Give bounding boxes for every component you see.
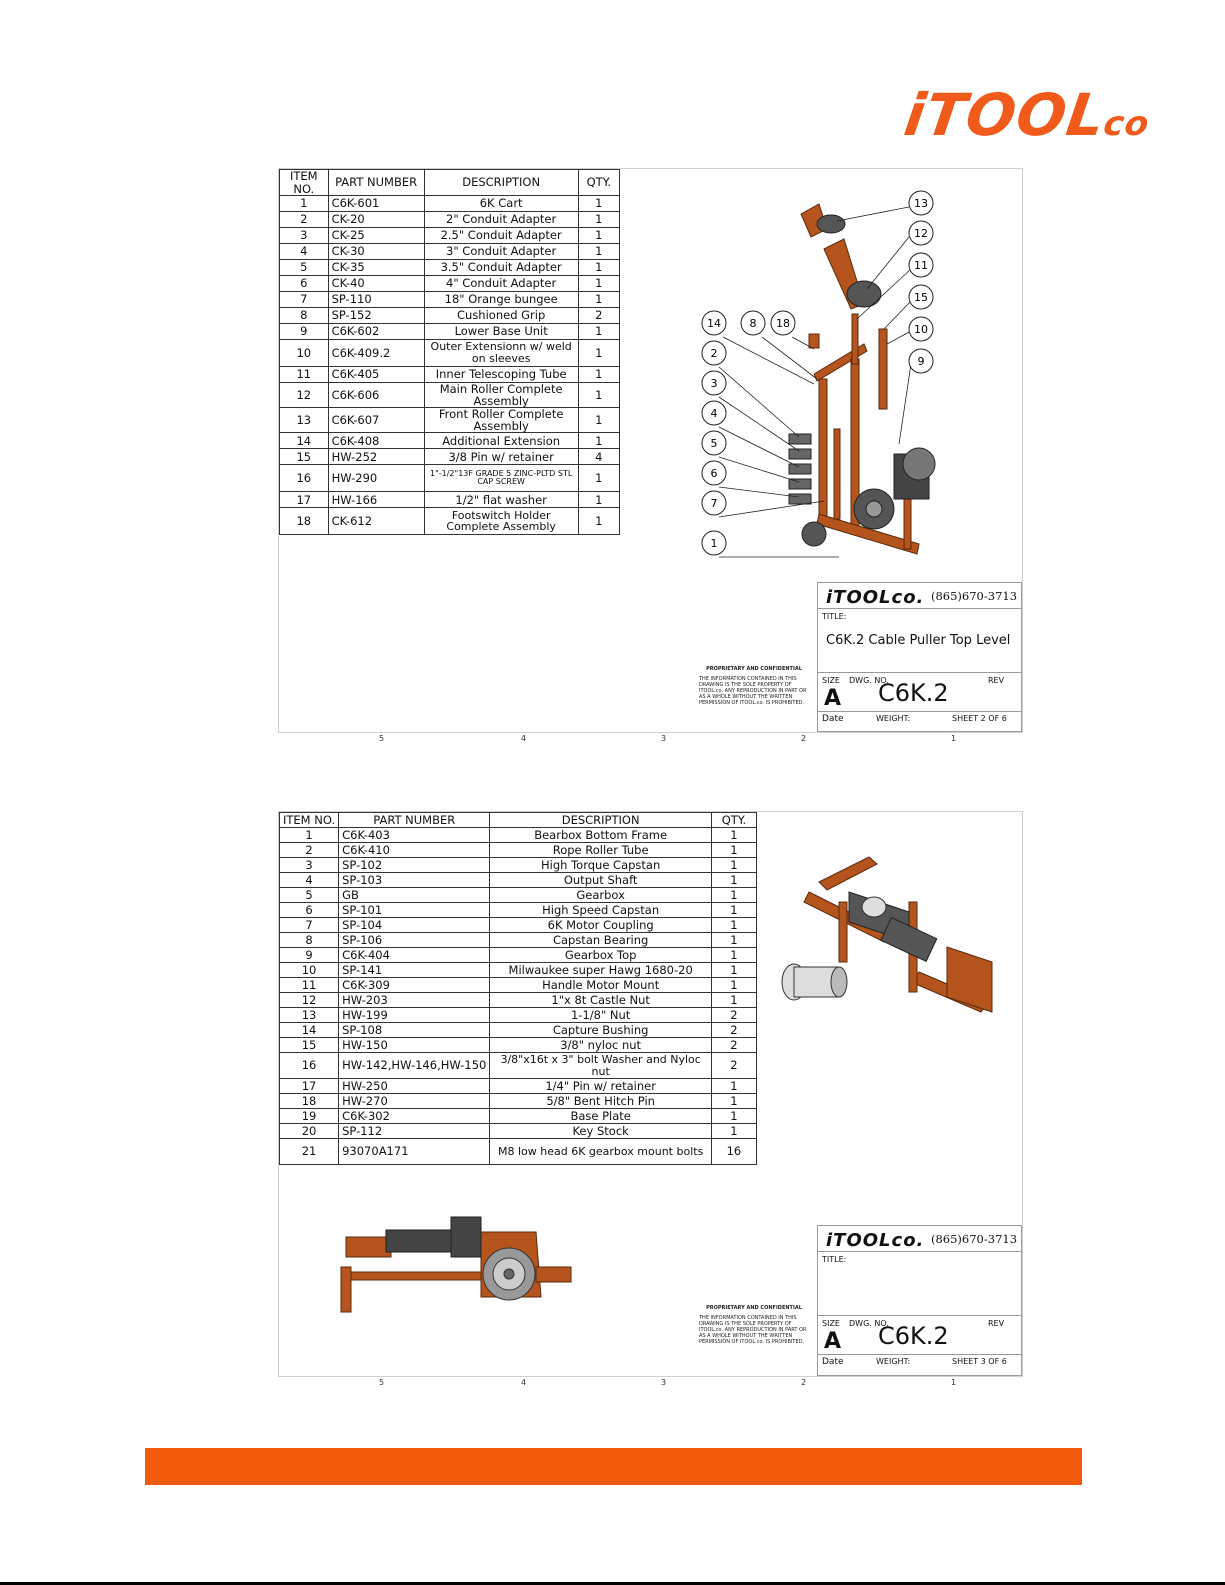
cell-qty: 1 <box>578 433 619 449</box>
table-row <box>280 244 620 260</box>
cell-part-number: CK-20 <box>328 212 424 228</box>
table-row <box>280 978 757 993</box>
cell-part-number: CK-612 <box>328 508 424 535</box>
dwg-no-label: DWG. NO. <box>849 1319 889 1328</box>
callout-number: 5 <box>710 437 718 450</box>
proprietary-body: THE INFORMATION CONTAINED IN THIS DRAWING IS THE SOLE PROPERTY OF ITOOL.co. ANY REPRODUCTION IN PART OR AS A WHOLE WITHOUT THE WRITTEN PERMISSION OF ITOOL.co. IS PROHIBITED. <box>699 1315 807 1345</box>
cell-qty: 1 <box>578 324 619 340</box>
callout-number: 15 <box>914 291 928 304</box>
cell-item-no: 8 <box>280 933 339 948</box>
zone-3: 3 <box>661 1378 667 1387</box>
table-row <box>280 933 757 948</box>
cell-qty: 1 <box>578 228 619 244</box>
cell-item-no: 2 <box>280 212 329 228</box>
callout-balloon <box>702 371 726 395</box>
cell-description: Main Roller Complete Assembly <box>424 383 578 408</box>
callout-number: 1 <box>710 537 718 550</box>
cell-description: 1/2" flat washer <box>424 492 578 508</box>
cell-qty: 1 <box>711 843 756 858</box>
cell-item-no: 8 <box>280 308 329 324</box>
cell-item-no: 18 <box>280 1094 339 1109</box>
callout-number: 9 <box>917 355 925 368</box>
cell-item-no: 18 <box>280 508 329 535</box>
cell-part-number: C6K-404 <box>339 948 490 963</box>
table-row <box>280 383 620 408</box>
cell-item-no: 2 <box>280 843 339 858</box>
cell-part-number: C6K-601 <box>328 196 424 212</box>
cell-description: Key Stock <box>490 1124 711 1139</box>
table-row <box>280 433 620 449</box>
cell-qty: 1 <box>578 383 619 408</box>
cell-item-no: 15 <box>280 449 329 465</box>
cell-part-number: CK-30 <box>328 244 424 260</box>
cell-part-number: C6K-405 <box>328 367 424 383</box>
callout-balloon <box>741 311 765 335</box>
cell-qty: 2 <box>711 1038 756 1053</box>
cell-part-number: SP-104 <box>339 918 490 933</box>
cell-qty: 1 <box>578 276 619 292</box>
callout-number: 7 <box>710 497 718 510</box>
cell-item-no: 16 <box>280 465 329 492</box>
title-block-logo: iTOOLco. <box>826 1230 925 1251</box>
table-row <box>280 948 757 963</box>
cell-item-no: 14 <box>280 1023 339 1038</box>
cell-item-no: 11 <box>280 978 339 993</box>
cell-part-number: GB <box>339 888 490 903</box>
callout-balloon <box>702 531 726 555</box>
table-row <box>280 276 620 292</box>
cell-qty: 1 <box>711 948 756 963</box>
table-row <box>280 1109 757 1124</box>
cell-description: Output Shaft <box>490 873 711 888</box>
cell-part-number: C6K-408 <box>328 433 424 449</box>
zone-5: 5 <box>379 734 385 743</box>
callout-number: 4 <box>710 407 718 420</box>
cell-qty: 1 <box>711 1079 756 1094</box>
cell-qty: 1 <box>711 978 756 993</box>
cell-description: 6K Motor Coupling <box>490 918 711 933</box>
cell-item-no: 4 <box>280 244 329 260</box>
cell-item-no: 21 <box>280 1139 339 1165</box>
proprietary-notice <box>699 1305 809 1345</box>
cell-description: 3.5" Conduit Adapter <box>424 260 578 276</box>
cell-description: 3" Conduit Adapter <box>424 244 578 260</box>
callout-number: 6 <box>710 467 718 480</box>
cell-description: 1/4" Pin w/ retainer <box>490 1079 711 1094</box>
table-row <box>280 492 620 508</box>
cell-item-no: 3 <box>280 228 329 244</box>
cell-part-number: C6K-606 <box>328 383 424 408</box>
cell-description: Lower Base Unit <box>424 324 578 340</box>
cell-description: Additional Extension <box>424 433 578 449</box>
table-row <box>280 1053 757 1079</box>
header-part-number: PART NUMBER <box>339 813 490 828</box>
cell-part-number: SP-108 <box>339 1023 490 1038</box>
zone-4: 4 <box>521 734 527 743</box>
table-row <box>280 1023 757 1038</box>
header-qty: QTY. <box>711 813 756 828</box>
bill-of-materials-table <box>279 812 757 1165</box>
date-label: Date <box>822 1357 844 1367</box>
header-item-no: ITEM NO. <box>280 813 339 828</box>
cell-description: 2.5" Conduit Adapter <box>424 228 578 244</box>
cell-description: Milwaukee super Hawg 1680-20 <box>490 963 711 978</box>
cell-description: Cushioned Grip <box>424 308 578 324</box>
table-row <box>280 324 620 340</box>
cell-item-no: 1 <box>280 196 329 212</box>
dwg-no-label: DWG. NO. <box>849 676 889 685</box>
cell-qty: 2 <box>711 1053 756 1079</box>
table-row <box>280 903 757 918</box>
callout-balloon <box>909 285 933 309</box>
table-row <box>280 963 757 978</box>
cell-description: 4" Conduit Adapter <box>424 276 578 292</box>
proprietary-notice <box>699 666 809 706</box>
title-block <box>817 1225 1022 1376</box>
table-row <box>280 993 757 1008</box>
cell-qty: 1 <box>711 903 756 918</box>
cell-description: Inner Telescoping Tube <box>424 367 578 383</box>
cell-part-number: SP-110 <box>328 292 424 308</box>
cell-part-number: SP-106 <box>339 933 490 948</box>
cell-qty: 1 <box>578 367 619 383</box>
header-description: DESCRIPTION <box>490 813 711 828</box>
date-label: Date <box>822 714 844 724</box>
table-row <box>280 843 757 858</box>
cell-description: Gearbox Top <box>490 948 711 963</box>
cell-qty: 1 <box>711 933 756 948</box>
table-row <box>280 918 757 933</box>
cell-item-no: 4 <box>280 873 339 888</box>
cell-part-number: CK-25 <box>328 228 424 244</box>
zone-2: 2 <box>801 734 807 743</box>
cell-item-no: 12 <box>280 383 329 408</box>
cell-item-no: 5 <box>280 888 339 903</box>
cell-qty: 1 <box>711 828 756 843</box>
zone-3: 3 <box>661 734 667 743</box>
drawing-sheet-3 <box>278 811 1023 1377</box>
cell-description: Footswitch Holder Complete Assembly <box>424 508 578 535</box>
gearbox-side-view-drawing <box>331 1212 581 1322</box>
cell-qty: 1 <box>578 492 619 508</box>
cell-qty: 1 <box>578 408 619 433</box>
cell-item-no: 19 <box>280 1109 339 1124</box>
cell-qty: 1 <box>711 963 756 978</box>
cell-part-number: HW-290 <box>328 465 424 492</box>
cell-item-no: 7 <box>280 918 339 933</box>
conduit-adapters <box>789 434 811 504</box>
table-row <box>280 888 757 903</box>
zone-1: 1 <box>951 1378 957 1387</box>
bill-of-materials-table <box>279 169 620 535</box>
footer-accent-bar <box>145 1448 1082 1485</box>
table-row <box>280 292 620 308</box>
callout-number: 2 <box>710 347 718 360</box>
phone-number: (865)670-3713 <box>931 589 1018 603</box>
weight-label: WEIGHT: <box>876 714 911 723</box>
cell-description: 18" Orange bungee <box>424 292 578 308</box>
drawing-title: C6K.2 Cable Puller Top Level <box>826 633 1011 648</box>
cell-qty: 1 <box>711 993 756 1008</box>
cell-part-number: SP-102 <box>339 858 490 873</box>
rev-label: REV <box>988 676 1005 685</box>
size-value: A <box>824 1329 842 1354</box>
callout-balloon <box>909 191 933 215</box>
table-row <box>280 1079 757 1094</box>
cell-part-number: C6K-309 <box>339 978 490 993</box>
cell-item-no: 15 <box>280 1038 339 1053</box>
callout-number: 12 <box>914 227 928 240</box>
title-block-logo: iTOOLco. <box>826 587 925 608</box>
callout-balloon <box>909 349 933 373</box>
cell-part-number: 93070A171 <box>339 1139 490 1165</box>
callout-balloon <box>702 431 726 455</box>
cell-qty: 1 <box>578 212 619 228</box>
table-row <box>280 1124 757 1139</box>
cell-item-no: 7 <box>280 292 329 308</box>
cell-description: High Torque Capstan <box>490 858 711 873</box>
itool-logo <box>900 81 1169 149</box>
proprietary-heading: PROPRIETARY AND CONFIDENTIAL <box>706 666 802 672</box>
cell-description: Capture Bushing <box>490 1023 711 1038</box>
cell-item-no: 6 <box>280 903 339 918</box>
table-row <box>280 408 620 433</box>
cell-description: 1"-1/2"13F GRADE 5 ZINC-PLTD STL CAP SCREW <box>424 465 578 492</box>
cell-item-no: 5 <box>280 260 329 276</box>
table-row <box>280 1139 757 1165</box>
cell-qty: 16 <box>711 1139 756 1165</box>
table-row <box>280 1038 757 1053</box>
dwg-no-value: C6K.2 <box>878 679 949 707</box>
cell-part-number: HW-203 <box>339 993 490 1008</box>
cell-description: 5/8" Bent Hitch Pin <box>490 1094 711 1109</box>
table-row <box>280 449 620 465</box>
callout-number: 3 <box>710 377 718 390</box>
table-row <box>280 828 757 843</box>
title-block <box>817 582 1022 732</box>
cell-part-number: SP-101 <box>339 903 490 918</box>
cell-part-number: HW-270 <box>339 1094 490 1109</box>
cell-item-no: 6 <box>280 276 329 292</box>
header-qty: QTY. <box>578 170 619 196</box>
cell-item-no: 14 <box>280 433 329 449</box>
callout-number: 11 <box>914 259 928 272</box>
cell-description: Handle Motor Mount <box>490 978 711 993</box>
cell-qty: 1 <box>711 888 756 903</box>
table-row <box>280 1094 757 1109</box>
cell-qty: 1 <box>578 340 619 367</box>
callout-balloon <box>771 311 795 335</box>
cell-item-no: 12 <box>280 993 339 1008</box>
cell-description: Bearbox Bottom Frame <box>490 828 711 843</box>
table-row <box>280 367 620 383</box>
cell-item-no: 16 <box>280 1053 339 1079</box>
callout-balloon <box>909 317 933 341</box>
callout-balloon <box>702 461 726 485</box>
cell-part-number: HW-252 <box>328 449 424 465</box>
cell-qty: 1 <box>578 508 619 535</box>
callout-number: 8 <box>749 317 757 330</box>
zone-4: 4 <box>521 1378 527 1387</box>
cell-description: M8 low head 6K gearbox mount bolts <box>490 1139 711 1165</box>
callout-balloon <box>909 221 933 245</box>
cell-item-no: 13 <box>280 408 329 433</box>
cell-description: 6K Cart <box>424 196 578 212</box>
cell-qty: 4 <box>578 449 619 465</box>
cell-part-number: C6K-410 <box>339 843 490 858</box>
dwg-no-value: C6K.2 <box>878 1322 949 1350</box>
cell-item-no: 3 <box>280 858 339 873</box>
cell-part-number: HW-199 <box>339 1008 490 1023</box>
callout-balloon <box>702 401 726 425</box>
cell-qty: 1 <box>578 465 619 492</box>
cell-qty: 1 <box>711 918 756 933</box>
cell-part-number: C6K-302 <box>339 1109 490 1124</box>
cell-part-number: CK-40 <box>328 276 424 292</box>
cell-description: Capstan Bearing <box>490 933 711 948</box>
cell-qty: 2 <box>711 1008 756 1023</box>
table-row <box>280 1008 757 1023</box>
size-value: A <box>824 686 842 711</box>
cell-qty: 2 <box>711 1023 756 1038</box>
title-label: TITLE: <box>822 612 847 621</box>
cell-qty: 1 <box>711 1124 756 1139</box>
logo-co: co <box>1100 104 1153 144</box>
cell-item-no: 13 <box>280 1008 339 1023</box>
rev-label: REV <box>988 1319 1005 1328</box>
drawing-sheet-2 <box>278 168 1023 733</box>
cell-part-number: SP-103 <box>339 873 490 888</box>
cell-qty: 1 <box>578 196 619 212</box>
size-label: SIZE <box>822 1319 840 1328</box>
cell-part-number: CK-35 <box>328 260 424 276</box>
cell-description: 2" Conduit Adapter <box>424 212 578 228</box>
callout-number: 10 <box>914 323 928 336</box>
cell-qty: 1 <box>711 858 756 873</box>
cell-part-number: SP-152 <box>328 308 424 324</box>
cell-part-number: HW-250 <box>339 1079 490 1094</box>
callout-balloon <box>702 311 726 335</box>
zone-5: 5 <box>379 1378 385 1387</box>
callout-balloon <box>702 491 726 515</box>
cell-description: High Speed Capstan <box>490 903 711 918</box>
table-row <box>280 340 620 367</box>
header-item-no: ITEM NO. <box>280 170 329 196</box>
zone-2: 2 <box>801 1378 807 1387</box>
cell-part-number: C6K-602 <box>328 324 424 340</box>
table-row <box>280 196 620 212</box>
cell-part-number: C6K-409.2 <box>328 340 424 367</box>
cell-description: Rope Roller Tube <box>490 843 711 858</box>
logo-main: iTOOL <box>900 81 1110 149</box>
cell-item-no: 17 <box>280 1079 339 1094</box>
cell-item-no: 9 <box>280 948 339 963</box>
cell-part-number: SP-112 <box>339 1124 490 1139</box>
cell-item-no: 20 <box>280 1124 339 1139</box>
cell-qty: 1 <box>711 873 756 888</box>
cell-description: 1-1/8" Nut <box>490 1008 711 1023</box>
callout-balloon <box>702 341 726 365</box>
cell-description: Front Roller Complete Assembly <box>424 408 578 433</box>
size-label: SIZE <box>822 676 840 685</box>
cell-description: 3/8" nyloc nut <box>490 1038 711 1053</box>
cell-item-no: 10 <box>280 963 339 978</box>
cell-description: 3/8 Pin w/ retainer <box>424 449 578 465</box>
cell-item-no: 17 <box>280 492 329 508</box>
cell-part-number: C6K-403 <box>339 828 490 843</box>
callout-number: 18 <box>776 317 790 330</box>
weight-label: WEIGHT: <box>876 1357 911 1366</box>
cell-part-number: C6K-607 <box>328 408 424 433</box>
cell-item-no: 9 <box>280 324 329 340</box>
callout-number: 14 <box>707 317 721 330</box>
table-row <box>280 465 620 492</box>
table-row <box>280 260 620 276</box>
cell-qty: 1 <box>711 1109 756 1124</box>
table-row <box>280 873 757 888</box>
gearbox-isometric-drawing <box>769 842 1009 1042</box>
zone-1: 1 <box>951 734 957 743</box>
cell-description: 3/8"x16t x 3" bolt Washer and Nyloc nut <box>490 1053 711 1079</box>
proprietary-body: THE INFORMATION CONTAINED IN THIS DRAWING IS THE SOLE PROPERTY OF ITOOL.co. ANY REPRODUCTION IN PART OR AS A WHOLE WITHOUT THE WRITTEN PERMISSION OF ITOOL.co. IS PROHIBITED. <box>699 676 807 706</box>
table-row <box>280 308 620 324</box>
sheet-number: SHEET 2 OF 6 <box>952 714 1007 723</box>
proprietary-heading: PROPRIETARY AND CONFIDENTIAL <box>706 1305 802 1311</box>
callout-balloon <box>909 253 933 277</box>
sheet-number: SHEET 3 OF 6 <box>952 1357 1007 1366</box>
cell-qty: 1 <box>578 244 619 260</box>
cell-qty: 1 <box>578 260 619 276</box>
cell-qty: 1 <box>711 1094 756 1109</box>
cell-part-number: HW-150 <box>339 1038 490 1053</box>
callout-number: 13 <box>914 197 928 210</box>
cell-part-number: HW-142,HW-146,HW-150 <box>339 1053 490 1079</box>
cell-description: Gearbox <box>490 888 711 903</box>
exploded-cart-drawing <box>689 179 1019 569</box>
cell-item-no: 10 <box>280 340 329 367</box>
cell-qty: 1 <box>578 292 619 308</box>
cell-part-number: HW-166 <box>328 492 424 508</box>
cell-description: Outer Extensionn w/ weld on sleeves <box>424 340 578 367</box>
cell-part-number: SP-141 <box>339 963 490 978</box>
cell-item-no: 11 <box>280 367 329 383</box>
header-description: DESCRIPTION <box>424 170 578 196</box>
cell-item-no: 1 <box>280 828 339 843</box>
cell-description: 1"x 8t Castle Nut <box>490 993 711 1008</box>
table-row <box>280 508 620 535</box>
phone-number: (865)670-3713 <box>931 1232 1018 1246</box>
cell-qty: 2 <box>578 308 619 324</box>
table-row <box>280 858 757 873</box>
cell-description: Base Plate <box>490 1109 711 1124</box>
title-label: TITLE: <box>822 1255 847 1264</box>
table-row <box>280 228 620 244</box>
header-part-number: PART NUMBER <box>328 170 424 196</box>
table-row <box>280 212 620 228</box>
